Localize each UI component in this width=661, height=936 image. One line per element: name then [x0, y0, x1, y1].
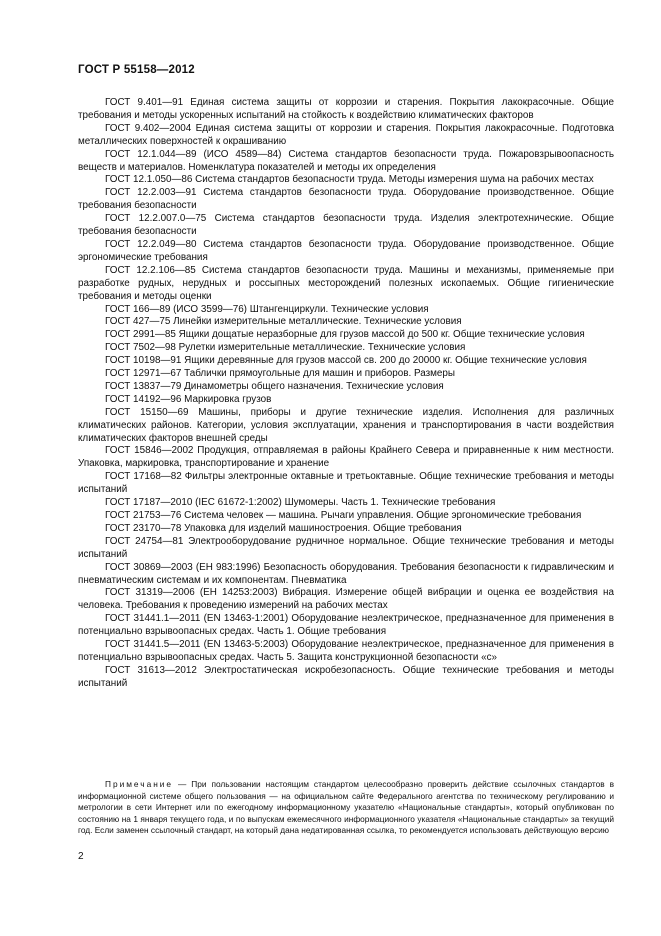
reference-entry: ГОСТ 427—75 Линейки измерительные металлические. Технические условия — [105, 316, 462, 328]
normative-references-list — [78, 97, 614, 691]
document-header: ГОСТ Р 55158—2012 — [78, 64, 195, 76]
reference-entry: ГОСТ 9.402—2004 Единая система защиты от коррозии и старения. Покрытия лакокрасочные. Подготовка металлических поверхностей к окрашиванию — [78, 122, 614, 147]
reference-entry: ГОСТ 15846—2002 Продукция, отправляемая в районы Крайнего Севера и приравненные к ним местности. Упаковка, маркировка, транспортирование и хранение — [78, 445, 614, 470]
reference-entry: ГОСТ 12.2.106—85 Система стандартов безопасности труда. Машины и механизмы, применяемые при разработке рудных, нерудных и россыпных месторождений полезных ископаемых. Общие гигиенические требования и методы оценки — [78, 264, 614, 302]
reference-entry: ГОСТ 30869—2003 (ЕН 983:1996) Безопасность оборудования. Требования безопасности к гидравлическим и пневматическим системам и их компонентам. Пневматика — [78, 561, 614, 586]
reference-entry: ГОСТ 17168—82 Фильтры электронные октавные и третьоктавные. Общие технические требования и методы испытаний — [78, 471, 614, 496]
reference-entry: ГОСТ 12.2.007.0—75 Система стандартов безопасности труда. Изделия электротехнические. Общие требования безопасности — [78, 213, 614, 238]
note-text: — При пользовании настоящим стандартом целесообразно проверить действие ссылочных стандартов в информационной системе общего пользования — на официальном сайте Федерального агентства по техническому регулированию и метрологии в сети Интернет или по ежегодному информационному указателю «Национальные стандарты», который опубликован по состоянию на 1 января текущего года, и по выпускам ежемесячного информационного указателя «Национальные стандарты» за текущий год. Если заменен ссылочный стандарт, на который дана недатированная ссылка, то рекомендуется использовать действующую версию — [78, 779, 614, 835]
reference-entry: ГОСТ 23170—78 Упаковка для изделий машиностроения. Общие требования — [105, 522, 462, 534]
reference-entry: ГОСТ 12.2.049—80 Система стандартов безопасности труда. Оборудование производственное. Общие эргономические требования — [78, 238, 614, 263]
reference-entry: ГОСТ 17187—2010 (IEC 61672-1:2002) Шумомеры. Часть 1. Технические требования — [105, 497, 496, 509]
reference-entry: ГОСТ 31613—2012 Электростатическая искробезопасность. Общие технические требования и методы испытаний — [78, 664, 614, 689]
page-number: 2 — [78, 851, 84, 862]
reference-entry: ГОСТ 21753—76 Система человек — машина. Рычаги управления. Общие эргономические требования — [105, 510, 582, 521]
reference-entry: ГОСТ 10198—91 Ящики деревянные для грузов массой св. 200 до 20000 кг. Общие технические условия — [105, 355, 587, 367]
reference-entry: ГОСТ 166—89 (ИСО 3599—76) Штангенциркули. Технические условия — [105, 303, 429, 315]
reference-entry: ГОСТ 2991—85 Ящики дощатые неразборные для грузов массой до 500 кг. Общие технические условия — [105, 329, 585, 341]
reference-entry: ГОСТ 7502—98 Рулетки измерительные металлические. Технические условия — [105, 342, 466, 354]
reference-entry: ГОСТ 31319—2006 (ЕН 14253:2003) Вибрация. Измерение общей вибрации и оценка ее воздействия на человека. Требования к проведению измерений на рабочих местах — [78, 587, 614, 612]
reference-entry: ГОСТ 12.1.044—89 (ИСО 4589—84) Система стандартов безопасности труда. Пожаровзрывоопасность веществ и материалов. Номенклатура показателей и методы их определения — [78, 148, 614, 173]
reference-entry: ГОСТ 12.2.003—91 Система стандартов безопасности труда. Оборудование производственное. Общие требования безопасности — [78, 187, 614, 212]
reference-entry: ГОСТ 14192—96 Маркировка грузов — [105, 393, 272, 405]
reference-entry: ГОСТ 9.401—91 Единая система защиты от коррозии и старения. Покрытия лакокрасочные. Общие требования и методы ускоренных испытаний на стойкость к воздействию климатических факторов — [78, 97, 614, 121]
reference-entry: ГОСТ 15150—69 Машины, приборы и другие технические изделия. Исполнения для различных климатических районов. Категории, условия эксплуатации, хранения и транспортирования в части воздействия климатических факторов внешней среды — [78, 406, 614, 444]
reference-entry: ГОСТ 12971—67 Таблички прямоугольные для машин и приборов. Размеры — [105, 368, 455, 380]
reference-entry: ГОСТ 24754—81 Электрооборудование рудничное нормальное. Общие технические требования и методы испытаний — [78, 535, 614, 560]
reference-entry: ГОСТ 31441.1—2011 (EN 13463-1:2001) Оборудование неэлектрическое, предназначенное для применения в потенциально взрывоопасных средах. Часть 1. Общие требования — [78, 613, 614, 638]
reference-entry: ГОСТ 13837—79 Динамометры общего назначения. Технические условия — [105, 380, 444, 392]
reference-entry: ГОСТ 31441.5—2011 (EN 13463-5:2003) Оборудование неэлектрическое, предназначенное для применения в потенциально взрывоопасных средах. Часть 5. Защита конструкционной безопасности «c» — [78, 639, 614, 663]
note-paragraph — [78, 779, 614, 836]
note-label: Примечание — [105, 779, 174, 790]
reference-entry: ГОСТ 12.1.050—86 Система стандартов безопасности труда. Методы измерения шума на рабочих местах — [105, 174, 594, 186]
